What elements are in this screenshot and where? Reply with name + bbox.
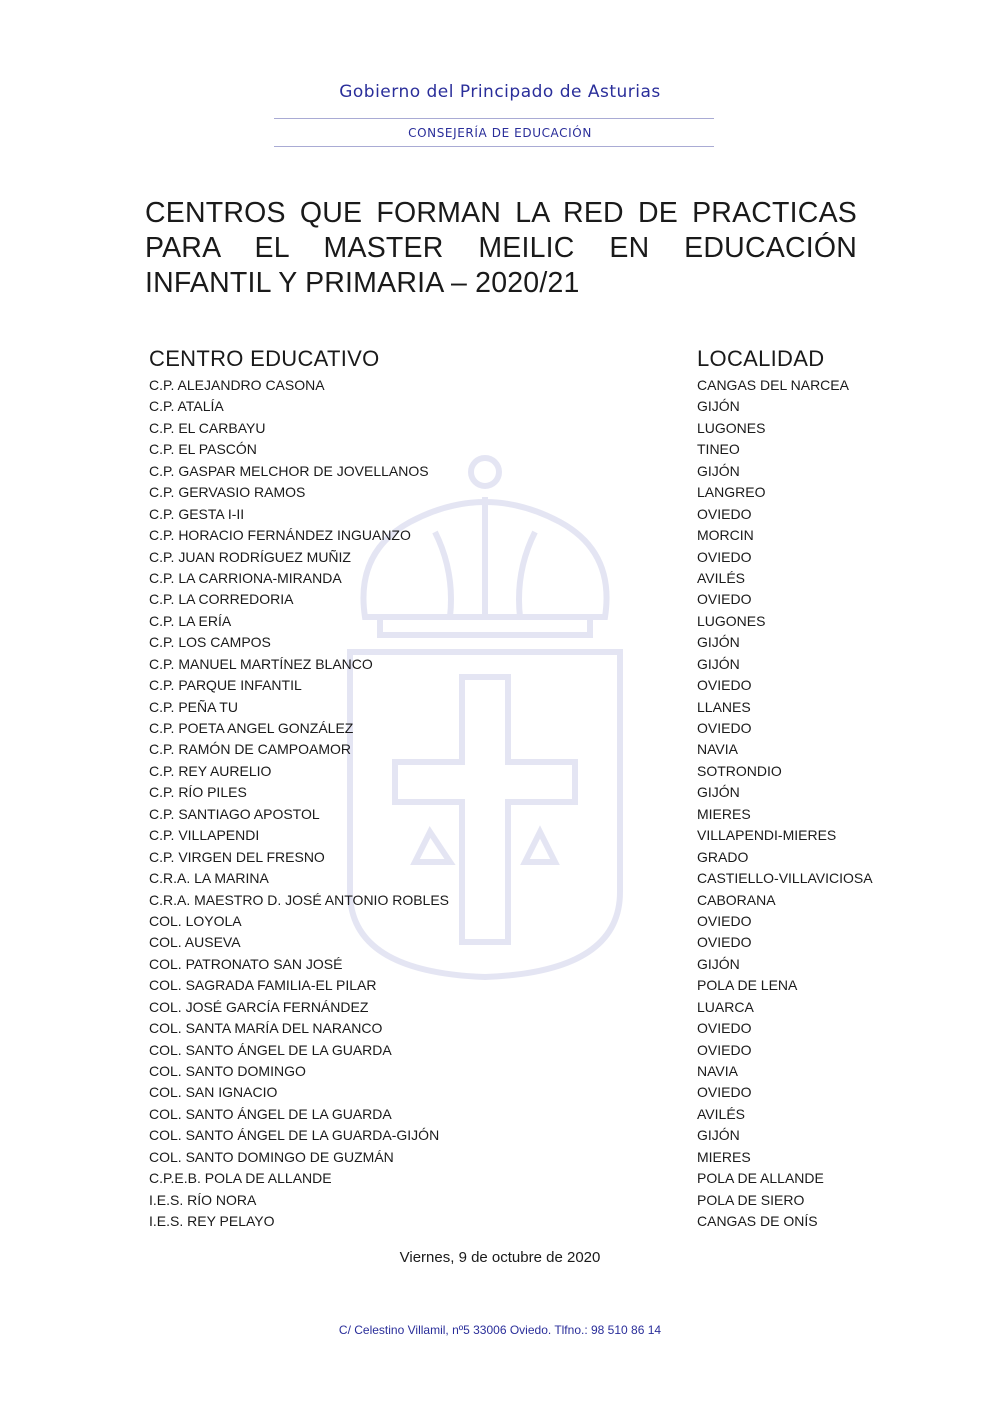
table-row bbox=[0, 1211, 1000, 1232]
document-date: Viernes, 9 de octubre de 2020 bbox=[399, 1249, 601, 1266]
center-locality: POLA DE ALLANDE bbox=[697, 1170, 824, 1187]
column-header-center: CENTRO EDUCATIVO bbox=[149, 346, 380, 371]
table-row bbox=[0, 890, 1000, 911]
center-locality: AVILÉS bbox=[697, 1105, 745, 1122]
table-row bbox=[0, 1168, 1000, 1189]
table-row bbox=[0, 568, 1000, 589]
center-locality: AVILÉS bbox=[697, 569, 745, 586]
center-locality: MIERES bbox=[697, 1148, 751, 1165]
center-locality: LUARCA bbox=[697, 998, 754, 1015]
document-title bbox=[145, 196, 857, 301]
center-locality: SOTRONDIO bbox=[697, 762, 782, 779]
table-row bbox=[0, 1040, 1000, 1061]
table-row bbox=[0, 589, 1000, 610]
center-name: C.P. GESTA I-II bbox=[149, 505, 245, 522]
center-name: C.P. ALEJANDRO CASONA bbox=[149, 377, 325, 393]
center-locality: NAVIA bbox=[697, 741, 738, 758]
title-line-1: CENTROS QUE FORMAN LA RED DE PRACTICAS bbox=[145, 197, 857, 229]
center-name: C.P. LA CARRIONA-MIRANDA bbox=[149, 569, 342, 586]
center-name: COL. JOSÉ GARCÍA FERNÁNDEZ bbox=[149, 998, 369, 1015]
center-name: COL. SANTO ÁNGEL DE LA GUARDA-GIJÓN bbox=[149, 1127, 440, 1144]
center-locality: GIJÓN bbox=[697, 398, 740, 415]
center-name: C.P. GASPAR MELCHOR DE JOVELLANOS bbox=[149, 462, 429, 479]
center-name: C.P. EL PASCÓN bbox=[149, 441, 257, 458]
table-row bbox=[0, 504, 1000, 525]
center-name: C.P. LOS CAMPOS bbox=[149, 634, 271, 651]
table-row bbox=[0, 804, 1000, 825]
center-name: C.P. RÍO PILES bbox=[149, 784, 247, 801]
center-name: I.E.S. REY PELAYO bbox=[149, 1213, 275, 1230]
center-locality: OVIEDO bbox=[697, 720, 752, 736]
table-row bbox=[0, 461, 1000, 482]
table-row bbox=[0, 482, 1000, 503]
center-locality: OVIEDO bbox=[697, 677, 752, 694]
centers-list bbox=[0, 375, 1000, 1233]
center-name: C.P. PEÑA TU bbox=[149, 698, 238, 715]
center-locality: LUGONES bbox=[697, 612, 766, 629]
center-locality: GIJÓN bbox=[697, 1127, 740, 1144]
center-locality: CANGAS DEL NARCEA bbox=[697, 377, 849, 393]
table-row bbox=[0, 611, 1000, 632]
table-row bbox=[0, 675, 1000, 696]
title-line-2: PARA EL MASTER MEILIC EN EDUCACIÓN bbox=[145, 232, 857, 264]
center-locality: MIERES bbox=[697, 805, 751, 822]
center-locality: OVIEDO bbox=[697, 1041, 752, 1058]
center-name: COL. SANTO ÁNGEL DE LA GUARDA bbox=[149, 1041, 392, 1058]
center-locality: GIJÓN bbox=[697, 634, 740, 651]
table-row bbox=[0, 975, 1000, 996]
center-name: C.P. VIRGEN DEL FRESNO bbox=[149, 848, 325, 865]
table-row bbox=[0, 418, 1000, 439]
table-row bbox=[0, 954, 1000, 975]
table-row bbox=[0, 697, 1000, 718]
center-locality: OVIEDO bbox=[697, 912, 752, 929]
center-locality: OVIEDO bbox=[697, 1084, 752, 1101]
center-name: C.P. JUAN RODRÍGUEZ MUÑIZ bbox=[149, 548, 351, 565]
center-locality: GRADO bbox=[697, 848, 749, 865]
center-locality: GIJÓN bbox=[697, 462, 740, 479]
table-row bbox=[0, 1082, 1000, 1103]
center-locality: OVIEDO bbox=[697, 505, 752, 522]
center-locality: LUGONES bbox=[697, 419, 766, 436]
table-row bbox=[0, 932, 1000, 953]
center-locality: OVIEDO bbox=[697, 591, 752, 608]
table-row bbox=[0, 1018, 1000, 1039]
center-locality: OVIEDO bbox=[697, 1020, 752, 1037]
center-name: COL. PATRONATO SAN JOSÉ bbox=[149, 955, 343, 972]
table-row bbox=[0, 547, 1000, 568]
center-name: C.P. LA CORREDORIA bbox=[149, 591, 294, 608]
center-name: C.P. LA ERÍA bbox=[149, 612, 232, 629]
government-header: Gobierno del Principado de Asturias bbox=[339, 82, 661, 102]
center-name: COL. LOYOLA bbox=[149, 912, 242, 929]
center-locality: OVIEDO bbox=[697, 548, 752, 565]
center-name: C.P. SANTIAGO APOSTOL bbox=[149, 805, 320, 822]
center-locality: POLA DE LENA bbox=[697, 977, 798, 994]
table-row bbox=[0, 1125, 1000, 1146]
center-locality: TINEO bbox=[697, 441, 740, 458]
center-locality: CABORANA bbox=[697, 891, 776, 908]
center-locality: GIJÓN bbox=[697, 955, 740, 972]
center-locality: VILLAPENDI-MIERES bbox=[697, 827, 837, 844]
center-name: C.P. EL CARBAYU bbox=[149, 419, 266, 436]
table-row bbox=[0, 761, 1000, 782]
center-name: C.R.A. MAESTRO D. JOSÉ ANTONIO ROBLES bbox=[149, 891, 450, 908]
center-name: C.P. RAMÓN DE CAMPOAMOR bbox=[149, 741, 351, 758]
table-row bbox=[0, 868, 1000, 889]
table-row bbox=[0, 739, 1000, 760]
header-rule-bottom bbox=[274, 146, 714, 147]
center-locality: GIJÓN bbox=[697, 784, 740, 801]
center-name: COL. SAGRADA FAMILIA-EL PILAR bbox=[149, 977, 377, 994]
center-name: COL. SANTO DOMINGO DE GUZMÁN bbox=[149, 1148, 394, 1165]
table-row bbox=[0, 375, 1000, 396]
center-name: C.P. PARQUE INFANTIL bbox=[149, 677, 302, 694]
center-locality: OVIEDO bbox=[697, 934, 752, 951]
table-row bbox=[0, 654, 1000, 675]
table-row bbox=[0, 825, 1000, 846]
title-line-3: INFANTIL Y PRIMARIA – 2020/21 bbox=[145, 267, 580, 299]
table-row bbox=[0, 718, 1000, 739]
center-name: C.P. POETA ANGEL GONZÁLEZ bbox=[149, 720, 354, 736]
table-row bbox=[0, 1061, 1000, 1082]
department-header: CONSEJERÍA DE EDUCACIÓN bbox=[408, 126, 592, 140]
center-locality: CANGAS DE ONÍS bbox=[697, 1213, 818, 1230]
center-locality: GIJÓN bbox=[697, 655, 740, 672]
table-row bbox=[0, 1190, 1000, 1211]
center-name: C.P.E.B. POLA DE ALLANDE bbox=[149, 1170, 332, 1187]
table-row bbox=[0, 997, 1000, 1018]
center-name: COL. AUSEVA bbox=[149, 934, 241, 951]
table-row bbox=[0, 396, 1000, 417]
center-locality: POLA DE SIERO bbox=[697, 1191, 805, 1208]
table-row bbox=[0, 439, 1000, 460]
center-name: C.P. REY AURELIO bbox=[149, 762, 272, 779]
header-rule-top bbox=[274, 118, 714, 119]
center-locality: LANGREO bbox=[697, 484, 766, 501]
center-name: C.P. VILLAPENDI bbox=[149, 827, 260, 844]
center-locality: LLANES bbox=[697, 698, 751, 715]
column-header-locality: LOCALIDAD bbox=[697, 346, 825, 371]
center-name: COL. SANTO DOMINGO bbox=[149, 1063, 306, 1079]
center-name: C.R.A. LA MARINA bbox=[149, 870, 269, 887]
table-row bbox=[0, 911, 1000, 932]
center-name: COL. SANTO ÁNGEL DE LA GUARDA bbox=[149, 1105, 392, 1122]
center-name: C.P. MANUEL MARTÍNEZ BLANCO bbox=[149, 655, 373, 672]
table-row bbox=[0, 847, 1000, 868]
table-row bbox=[0, 1104, 1000, 1125]
center-name: COL. SAN IGNACIO bbox=[149, 1084, 278, 1101]
table-row bbox=[0, 782, 1000, 803]
center-name: C.P. HORACIO FERNÁNDEZ INGUANZO bbox=[149, 527, 411, 544]
center-name: C.P. ATALÍA bbox=[149, 398, 224, 415]
table-row bbox=[0, 1147, 1000, 1168]
center-name: C.P. GERVASIO RAMOS bbox=[149, 484, 306, 501]
center-name: I.E.S. RÍO NORA bbox=[149, 1191, 257, 1208]
table-row bbox=[0, 632, 1000, 653]
footer-address: C/ Celestino Villamil, nº5 33006 Oviedo. Tlfno.: 98 510 86 14 bbox=[338, 1323, 662, 1337]
center-name: COL. SANTA MARÍA DEL NARANCO bbox=[149, 1020, 383, 1037]
center-locality: MORCIN bbox=[697, 527, 754, 544]
center-locality: CASTIELLO-VILLAVICIOSA bbox=[697, 870, 873, 887]
table-row bbox=[0, 525, 1000, 546]
center-locality: NAVIA bbox=[697, 1063, 738, 1079]
